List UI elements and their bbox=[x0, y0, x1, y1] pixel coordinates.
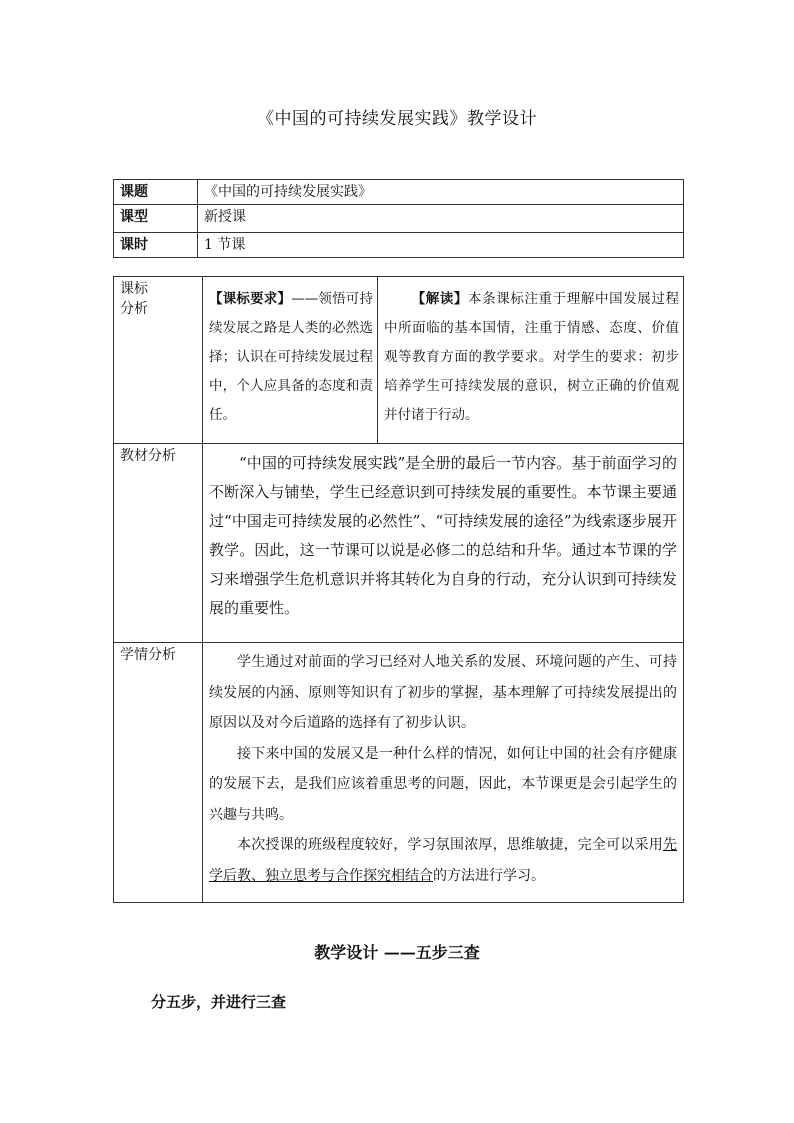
student-paragraph-1: 学生通过对前面的学习已经对人地关系的发展、环境问题的产生、可持续发展的内涵、原则等知识有了初步的掌握，基本理解了可持续发展提出的原因以及对今后道路的选择有了初步认识。 bbox=[209, 654, 677, 731]
topic-row bbox=[114, 180, 684, 205]
requirement-text: ——领悟可持续发展之路是人类的必然选择；认识在可持续发展过程中，个人应具备的态度和责任。 bbox=[209, 291, 374, 423]
student-row bbox=[114, 643, 684, 903]
type-row bbox=[114, 205, 684, 233]
standard-requirement bbox=[203, 277, 378, 444]
student-p3-method: 先学后教、独立思考与合作探究相结合 bbox=[209, 837, 677, 884]
student-label: 学情分析 bbox=[114, 643, 203, 903]
lesson-info-table bbox=[113, 179, 684, 258]
requirement-prefix: 【课标要求】 bbox=[209, 291, 292, 307]
topic-label: 课题 bbox=[114, 180, 198, 205]
material-analysis bbox=[203, 444, 684, 643]
material-text: “中国的可持续发展实践”是全册的最后一节内容。基于前面学习的不断深入与铺垫，学生已经意识到可持续发展的重要性。本节课主要通过“中国走可持续发展的必然性”、“可持续发展的途径”为线索逐步展开教学。因此，这一节课可以说是必修二的总结和升华。通过本节课的学习来增强学生危机意识并将其转化为自身的行动，充分认识到可持续发展的重要性。 bbox=[209, 454, 677, 617]
material-row bbox=[114, 444, 684, 643]
hours-value: 1 节课 bbox=[198, 233, 684, 258]
analysis-table bbox=[113, 276, 684, 903]
hours-label: 课时 bbox=[114, 233, 198, 258]
standard-label bbox=[114, 277, 203, 444]
standard-row bbox=[114, 277, 684, 444]
standard-interpretation bbox=[378, 277, 684, 444]
interpretation-prefix: 【解读】 bbox=[411, 291, 469, 307]
student-paragraph-3 bbox=[209, 830, 677, 891]
section-subtitle: 分五步，并进行三查 bbox=[151, 993, 287, 1011]
interpretation-text: 本条课标注重于理解中国发展过程中所面临的基本国情，注重于情感、态度、价值观等教育方面的教学要求。对学生的要求：初步培养学生可持续发展的意识，树立正确的价值观并付诸于行动。 bbox=[384, 291, 680, 423]
student-p3-start: 本次授课的班级程度较好，学习氛围浓厚，思维敏捷，完全可以采用 bbox=[237, 837, 663, 853]
student-analysis bbox=[203, 643, 684, 903]
material-label: 教材分析 bbox=[114, 444, 203, 643]
standard-label-text: 课标分析 bbox=[120, 281, 148, 317]
hours-row bbox=[114, 233, 684, 258]
document-title: 《中国的可持续发展实践》教学设计 bbox=[257, 109, 537, 129]
student-p3-end: 的方法进行学习。 bbox=[433, 867, 545, 884]
section-title: 教学设计 ——五步三查 bbox=[314, 943, 480, 962]
type-value: 新授课 bbox=[198, 205, 684, 233]
topic-value: 《中国的可持续发展实践》 bbox=[198, 180, 684, 205]
type-label: 课型 bbox=[114, 205, 198, 233]
student-paragraph-2: 接下来中国的发展又是一种什么样的情况，如何让中国的社会有序健康的发展下去，是我们应该着重思考的问题，因此，本节课更是会引起学生的兴趣与共鸣。 bbox=[209, 745, 677, 823]
